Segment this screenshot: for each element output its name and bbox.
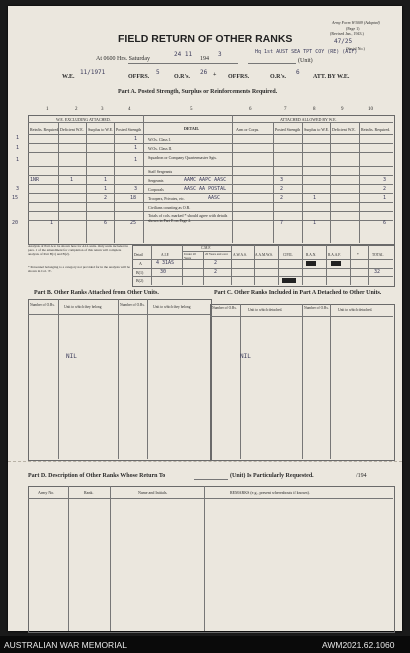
row-detail: Sergeants [148,178,164,183]
analysis-header: R.A.A.F. [328,253,341,257]
att-label: ATT. BY W.E. [313,74,350,80]
part-c-title: Part C. Other Ranks Included in Part A Detached to Other Units. [214,290,382,296]
serial-value: 47/25 [334,38,353,45]
cell-value: 3 [383,177,387,183]
arm-value: AAMC AAPC AASC [184,177,227,183]
sub-header: Surplus to W.E. [304,127,330,132]
cell-value: 2 [280,186,284,192]
analysis-header: CIVIL [283,253,293,257]
part-b-header: Unit to which they belong [153,305,191,309]
cell-value: 1 [16,135,20,141]
analysis-value: 2 [214,269,218,275]
cell-value: 1 [16,145,20,151]
col-num: 10 [368,107,373,112]
analysis-header: Detail [134,253,143,257]
part-b-nil: NIL [66,353,77,360]
cell-value: 3 [134,186,138,192]
analysis-value: 30 [160,269,167,275]
row-detail: Troopers, Privates, etc. [148,196,185,201]
cell-value: 25 [130,220,137,226]
part-c-header: Number of O.Rs. [304,306,329,310]
cell-value: 6 [104,220,108,226]
date-day: 24 11 [174,51,193,58]
serial-label: (Serial No.) [346,46,365,51]
redaction-block [331,261,341,266]
part-a-title: Part A. Posted Strength, Surplus or Reinforcements Required. [118,89,278,95]
col-num: 3 [101,107,104,112]
we-label: W.E. [62,74,75,80]
cell-value: 1 [313,220,317,226]
year-prefix: 194 [200,56,209,62]
part-d-table [28,486,395,633]
analysis-header: 20 Years and over [205,252,228,256]
col-num: 1 [46,107,49,112]
revised-label: (Revised Jan., 1943.) [330,31,364,36]
ors-value: 26 [200,69,208,76]
redaction-block [282,278,296,283]
part-d-header: REMARKS (e.g., present whereabouts if known). [230,490,310,495]
row-detail: Civilians counting as O.R. [148,205,191,210]
part-b-header: Number of O.Rs. [120,303,145,307]
detail-header: DETAIL [184,126,200,131]
sub-header: Deficient W.E. [332,127,356,132]
cell-value: 1 [70,177,74,183]
part-c-header: Unit to which detached. [248,308,283,312]
part-d-header: Name and Initials. [138,490,168,495]
arm-value: AASC [208,195,221,201]
cell-value: 1 [104,186,108,192]
row-detail: Corporals [148,187,164,192]
cell-value: 7 [280,220,284,226]
form-title: FIELD RETURN OF OTHER RANKS [118,33,293,45]
cell-value: 1 [50,220,54,226]
footer-right: AWM2021.62.1060 [322,640,395,650]
sub-header: Posted Strength [116,127,142,132]
form-sheet [8,6,402,631]
army-form-label: Army Form W3009 (Adapted) [332,20,380,25]
ors-value-2: 6 [296,69,300,76]
part-c-nil: NIL [240,353,251,360]
footer-left: AUSTRALIAN WAR MEMORIAL [4,640,127,650]
part-b-table [28,299,212,461]
row-detail: W.Os. Class I. [148,137,171,142]
analysis-header: A.I.F. [161,253,170,257]
analysis-header: R.A.N. [306,253,317,257]
cell-value: 1 [383,195,387,201]
row-detail: W.Os. Class II. [148,146,173,151]
cell-value: 3 [280,177,284,183]
col-num: 8 [313,107,316,112]
analysis-total: 32 [374,269,381,275]
at-line: At 0600 Hrs. Saturday [96,56,150,62]
analysis-table [132,245,395,287]
col-num: 7 [284,107,287,112]
offrs-label-2: OFFRS. [228,74,250,80]
part-d-title: Part D. Description of Other Ranks Whose Return To [28,473,166,479]
cell-value: 2 [383,186,387,192]
part-c-header: Number of O.Rs. [212,306,237,310]
unit-value: Hq 1st AUST SEA TPT COY (RE) (AIF) [255,49,358,55]
cell-value: 2 [280,195,284,201]
plus-sign: + [213,72,217,78]
we-value: 11/1971 [80,69,106,76]
offrs-label-1: OFFRS. [128,74,150,80]
row-detail: Squadron or Company Quartermaster Sgts. [148,155,217,160]
analysis-header: * [357,253,359,257]
cell-value: 6 [383,220,387,226]
part-b-title: Part B. Other Ranks Attached from Other Units. [34,290,159,296]
col-num: 2 [75,107,78,112]
we-excl-header: W.E. EXCLUDING ATTACHED. [56,117,111,122]
row-detail: Totals of cols. marked * should agree with details shown in Part E on Page 2. [148,213,228,223]
analysis-row-label: A [139,261,142,266]
part-c-header: Unit to which detached. [338,308,373,312]
cell-value: 2 [104,195,108,201]
analysis-row-label: B(1) [136,270,144,275]
analysis-header: TOTAL [372,253,384,257]
attached-header: ATTACHED ALLOWED BY W.E. [280,117,337,122]
perforation-line [8,461,402,462]
cell-value: 1 [16,157,20,163]
cell-value: 18 [130,195,137,201]
col-num: 6 [249,107,252,112]
cell-value: 1 [313,195,317,201]
arm-value: AASC AA POSTAL [184,186,227,192]
part-d-header: Rank. [84,490,94,495]
offrs-value: 5 [156,69,160,76]
ors-label-1: O.R's. [174,74,191,80]
row-detail: Staff Sergeants [148,169,173,174]
sub-header: Surplus to W.E. [88,127,114,132]
year-digit: 3 [218,51,222,58]
part-d-header: Army No. [38,490,55,495]
cell-value: 1 [104,177,108,183]
archive-footer [0,636,410,653]
part-d-title-2: (Unit) Is Particularly Requested. [230,473,314,479]
ors-label-2: O.R's. [270,74,287,80]
analysis-header: A.A.M.W.S. [255,253,273,257]
cell-value: 15 [12,195,19,201]
redaction-block [306,261,316,266]
col-num: 5 [190,107,193,112]
sub-header: Reinfts. Required. [361,127,391,132]
analysis-header: A.W.A.S. [233,253,247,257]
sub-header: Arm or Corps. [236,127,260,132]
part-d-date: /194 [356,473,367,479]
sub-header: Posted Strength [275,127,301,132]
cell-value: 1 [134,145,138,151]
analysis-note: Analysis of Part A to be shown here for ALL units. Only units included in para. 1 of the amendment for completion of this return will complete analysis of Part B(1) and B(2). [28,244,128,257]
col-num: 4 [128,107,131,112]
analysis-header: Under 20 Years [184,252,196,260]
cell-value: 3 [16,186,20,192]
part-b-header: Number of O.Rs. [30,303,55,307]
cell-value: 1 [134,136,138,142]
cmf-header: C.M.F. [201,246,211,250]
analysis-note-2: * Personnel belonging to a category not provided for in the analysis will be shown in Col. 'Z'. [28,265,130,274]
analysis-value: 4 31AS [156,260,175,266]
sub-header: Deficient W.E. [60,127,84,132]
sub-header: Reinfts. Required. [30,127,60,132]
analysis-value: 2 [214,260,218,266]
cell-value: 1 [134,157,138,163]
analysis-row-label: B(2) [136,278,144,283]
unit-label: (Unit) [298,58,313,64]
cell-value: 20 [12,220,19,226]
part-b-header: Unit to which they belong [64,305,102,309]
page-label: (Page 1) [346,26,360,31]
col-num: 9 [341,107,344,112]
cell-value: 1NR [30,177,40,183]
